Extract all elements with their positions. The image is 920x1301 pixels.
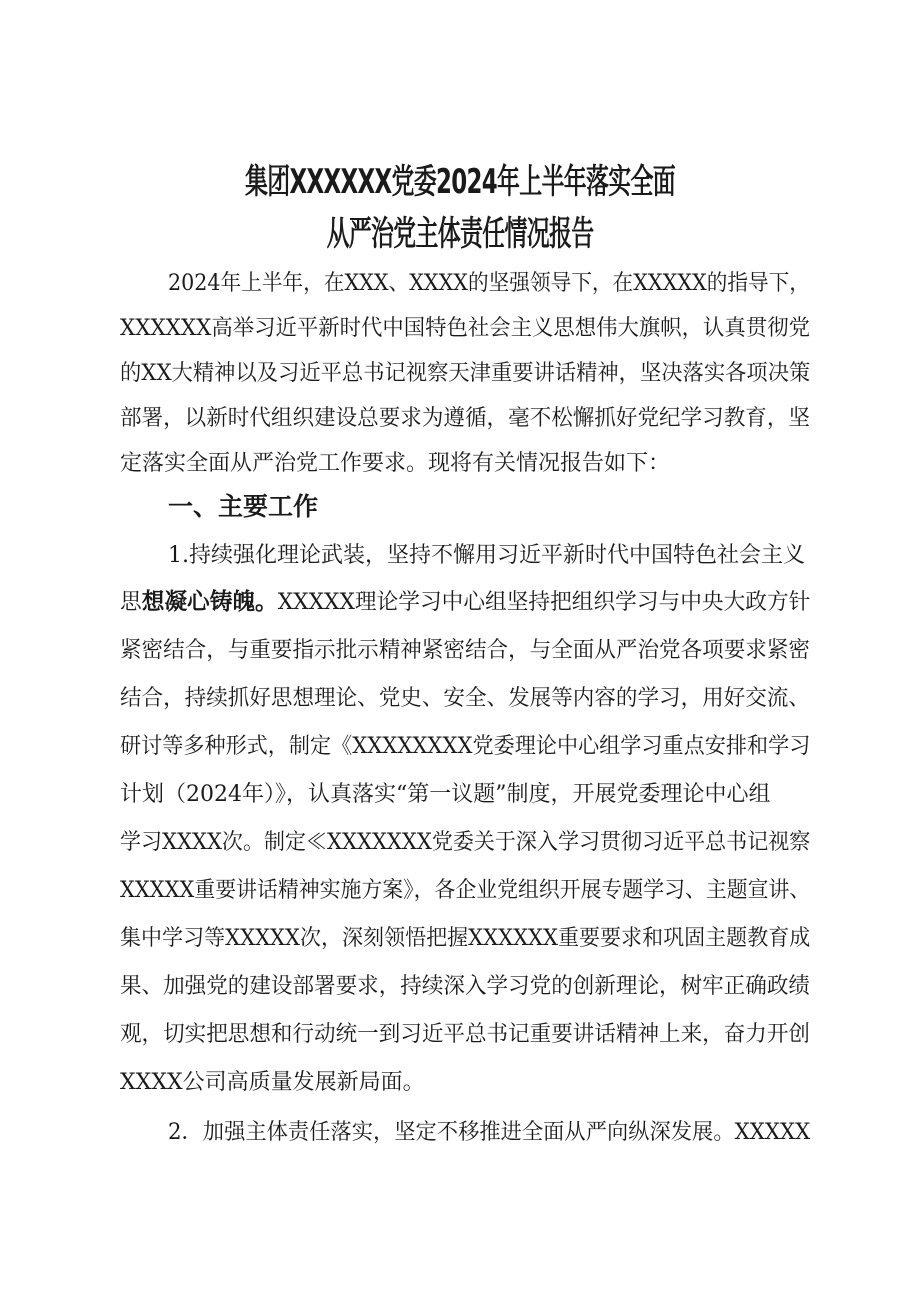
item1-line: 1.持续强化理论武装，坚持不懈用习近平新时代中国特色社会主义 — [168, 543, 805, 568]
intro-line: 的XX大精神以及习近平总书记视察天津重要讲话精神，坚决落实各项决策 — [120, 361, 811, 386]
document-title-line-1: 集团XXXXXX党委2024年上半年落实全面 — [245, 162, 675, 202]
item1-line: 研讨等多种形式，制定《XXXXXXXX党委理论中心组学习重点安排和学习 — [120, 734, 811, 759]
intro-line: 2024年上半年，在XXX、XXXX的坚强领导下，在XXXXX的指导下， — [168, 271, 810, 296]
item1-line: 观，切实把思想和行动统一到习近平总书记重要讲话精神上来，奋力开创 — [120, 1022, 811, 1047]
item1-bold-phrase: 想凝心铸魄。 — [141, 589, 278, 615]
item1-rest: XXXXX理论学习中心组坚持把组织学习与中央大政方针 — [277, 590, 811, 615]
intro-line: 定落实全面从严治党工作要求。现将有关情况报告如下： — [120, 451, 671, 476]
item1-line: XXXXX重要讲话精神实施方案》，各企业党组织开展专题学习、主题宣讲、 — [120, 878, 811, 903]
item1-prefix: 思 — [120, 590, 142, 615]
item1-line: 果、加强党的建设部署要求，持续深入学习党的创新理论，树牢正确政绩 — [120, 974, 811, 999]
item1-line: 紧密结合，与重要指示批示精神紧密结合，与全面从严治党各项要求紧密 — [120, 638, 811, 663]
intro-line: XXXXXX高举习近平新时代中国特色社会主义思想伟大旗帜，认真贯彻党 — [120, 316, 810, 341]
item1-line — [120, 586, 810, 619]
item2-line: 2．加强主体责任落实，坚定不移推进全面从严向纵深发展。XXXXX — [168, 1120, 811, 1145]
item1-line: XXXX公司高质量发展新局面。 — [120, 1070, 425, 1095]
section-heading: 一、主要工作 — [168, 492, 319, 521]
document-title-line-2: 从严治党主体责任情况报告 — [326, 214, 594, 254]
item1-line: 学习XXXX次。制定≪XXXXXXX党委关于深入学习贯彻习近平总书记视察 — [120, 830, 811, 855]
item1-line: 集中学习等XXXXX次，深刻领悟把握XXXXXX重要要求和巩固主题教育成 — [120, 926, 811, 951]
item1-line: 计划（2024年）》，认真落实“第一议题”制度，开展党委理论中心组 — [120, 782, 771, 807]
item1-line: 结合，持续抓好思想理论、党史、安全、发展等内容的学习，用好交流、 — [120, 686, 811, 711]
intro-line: 部署，以新时代组织建设总要求为遵循，毫不松懈抓好党纪学习教育，坚 — [120, 406, 811, 431]
